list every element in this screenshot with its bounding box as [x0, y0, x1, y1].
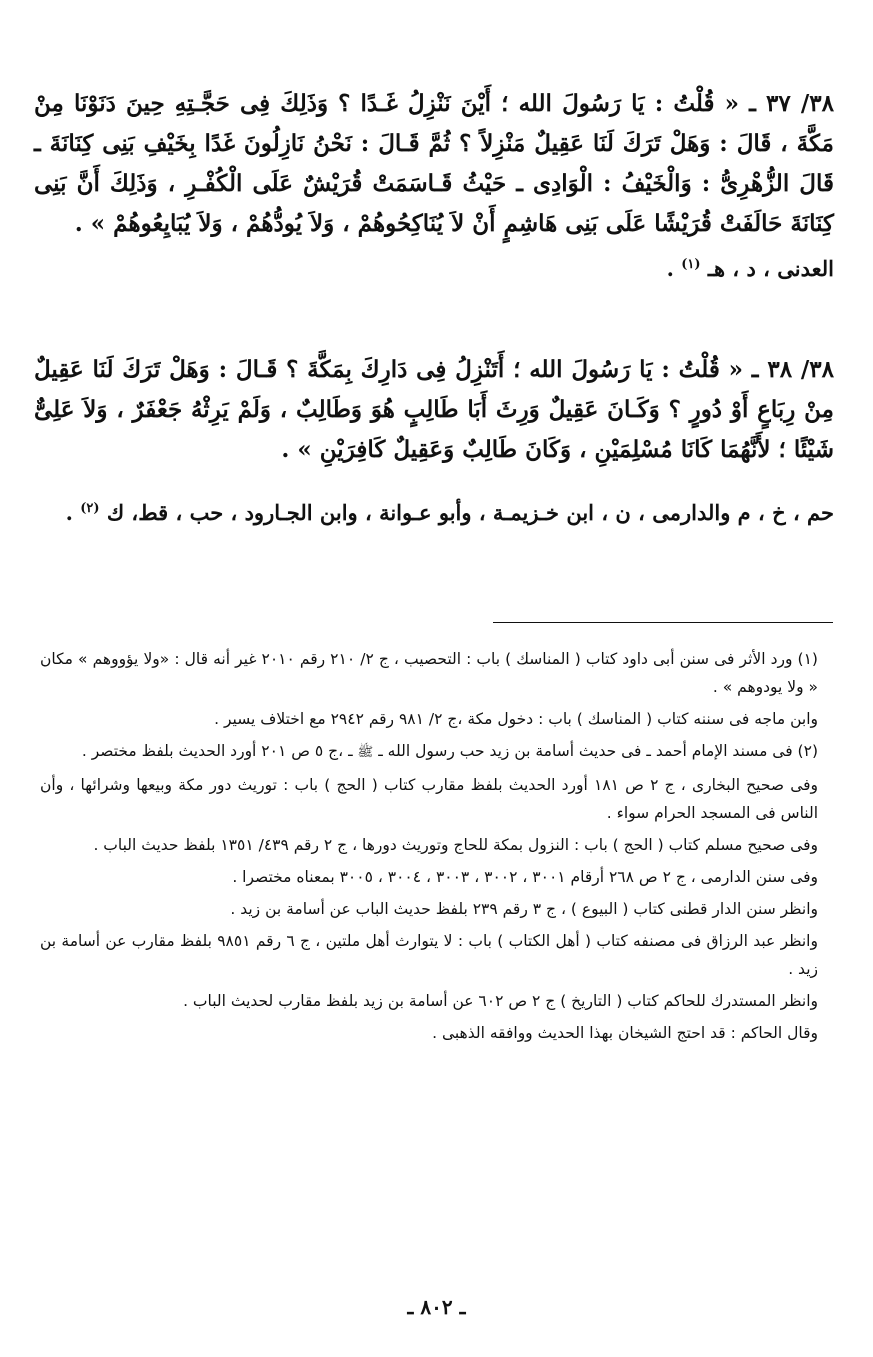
- hadith-37-text: ٣٨/ ٣٧ ـ « قُلْتُ : يَا رَسُولَ الله ؛ أَيْنَ نَنْزِلُ غَـدًا ؟ وَذَلِكَ فِى حَجَّـتِهِ حِينَ دَنَوْنَا مِنْ مَكَّةَ ، قَالَ : وَهَلْ تَرَكَ لَنَا عَقِيلٌ مَنْزِلاً ؟ ثُمَّ قَـالَ : نَحْنُ نَازِلُونَ غَدًا بِخَيْفِ بَنِى كِنَانَةَ ـ قَالَ الزُّهْرِىُّ : وَالْخَيْفُ : الْوَادِى ـ حَيْثُ قَـاسَمَتْ قُرَيْشٌ عَلَى الْكُفْـرِ ، وَذَلِكَ أَنَّ بَنِى كِنَانَةَ حَالَفَتْ قُرَيْشًا عَلَى بَنِى هَاشِمٍ أَنْ لاَ يُنَاكِحُوهُمْ ، وَلاَ يُودُّهُمْ ، وَلاَ يُبَايِعُوهُمْ » .: [34, 90, 834, 237]
- footnote-2-daraqutni: وانظر سنن الدار قطنى كتاب ( البيوع ) ، ج ٣ رقم ٢٣٩ بلفظ حديث الباب عن أسامة بن زيد .: [230, 900, 818, 918]
- footnote-2-abdurrazzaq: وانظر عبد الرزاق فى مصنفه كتاب ( أهل الكتاب ) باب : لا يتوارث أهل ملتين ، ج ٦ رقم ٩٨٥١ بلفظ مقارب عن أسامة بن زيد .: [40, 932, 818, 978]
- footnote-separator: [493, 622, 833, 623]
- footnote-ref-2: (٢): [80, 501, 100, 516]
- footnote-2-bukhari: وفى صحيح البخارى ، ج ٢ ص ١٨١ أورد الحديث بلفظ مقارب كتاب ( الحج ) باب : توريث دور مكة وبيعها وشرائها ، وأن الناس فى المسجد الحرام سواء .: [40, 776, 819, 822]
- hadith-37-source: [34, 246, 834, 288]
- footnote-2-muslim: وفى صحيح مسلم كتاب ( الحج ) باب : النزول بمكة للحاج وتوريث دورها ، ج ٢ رقم ٤٣٩/ ١٣٥١ بلفظ حديث الباب .: [93, 836, 818, 854]
- footnote-1-abu-dawud: (١) ورد الأثر فى سنن أبى داود كتاب ( المناسك ) باب : التحصيب ، ج ٢/ ٢١٠ رقم ٢٠١٠ غير أنه قال : «ولا يؤووهم » مكان « ولا يودوهم » .: [40, 650, 818, 696]
- footnote-2-darimi: وفى سنن الدارمى ، ج ٢ ص ٢٦٨ أرقام ٣٠٠١ ، ٣٠٠٢ ، ٣٠٠٣ ، ٣٠٠٤ ، ٣٠٠٥ بمعناه مختصرا .: [232, 868, 818, 886]
- footnote-2-ahmad-post: ـ ،ج ٥ ص ٢٠١ أورد الحديث بلفظ مختصر .: [81, 742, 353, 760]
- footnote-2-ahmad: [40, 737, 818, 767]
- source-period: .: [666, 256, 674, 281]
- footnote-2-ahmad-pre: (٢) فى مسند الإمام أحمد ـ فى حديث أسامة بن زيد حب رسول الله ـ: [378, 742, 818, 760]
- footnotes: [40, 645, 818, 1051]
- page-number: ـ ٨٠٢ ـ: [407, 1295, 466, 1319]
- footnote-1-ibn-majah: وابن ماجه فى سننه كتاب ( المناسك ) باب : دخول مكة ،ج ٢/ ٩٨١ رقم ٢٩٤٢ مع اختلاف يسير .: [214, 710, 818, 728]
- hadith-38-source-text: حم ، خ ، م والدارمى ، ن ، ابن خـزيمـة ، وأبو عـوانة ، وابن الجـارود ، حب ، قط، ك: [106, 500, 834, 525]
- hadith-37-block: [34, 84, 834, 288]
- footnote-ref-1: (١): [681, 257, 701, 272]
- hadith-37-source-text: العدنى ، د ، هـ: [707, 256, 834, 281]
- footnote-2-hakim-comment: وقال الحاكم : قد احتج الشيخان بهذا الحديث ووافقه الذهبى .: [432, 1024, 818, 1042]
- source-period: .: [65, 500, 73, 525]
- salawat-seal-icon: ﷺ: [357, 745, 374, 760]
- hadith-38-text: ٣٨/ ٣٨ ـ « قُلْتُ : يَا رَسُولَ الله ؛ أَتَنْزِلُ فِى دَارِكَ بِمَكَّةَ ؟ قَـالَ : وَهَلْ تَرَكَ لَنَا عَقِيلٌ مِنْ رِبَاعٍ أَوْ دُورٍ ؟ وَكَـانَ عَقِيلٌ وَرِثَ أَبَا طَالِبٍ هُوَ وَطَالِبٌ ، وَلَمْ يَرِثْهُ جَعْفَرٌ ، وَلاَ عَلِىٌّ شَيْئًا ؛ لأَنَّهُمَا كَانَا مُسْلِمَيْنِ ، وَكَانَ طَالِبٌ وَعَقِيلٌ كَافِرَيْنِ » .: [34, 356, 834, 463]
- hadith-38-block: [34, 350, 834, 536]
- hadith-38-source: [34, 486, 834, 536]
- footnote-2-hakim: وانظر المستدرك للحاكم كتاب ( التاريخ ) ج ٢ ص ٦٠٢ عن أسامة بن زيد بلفظ مقارب لحديث الباب .: [183, 992, 818, 1010]
